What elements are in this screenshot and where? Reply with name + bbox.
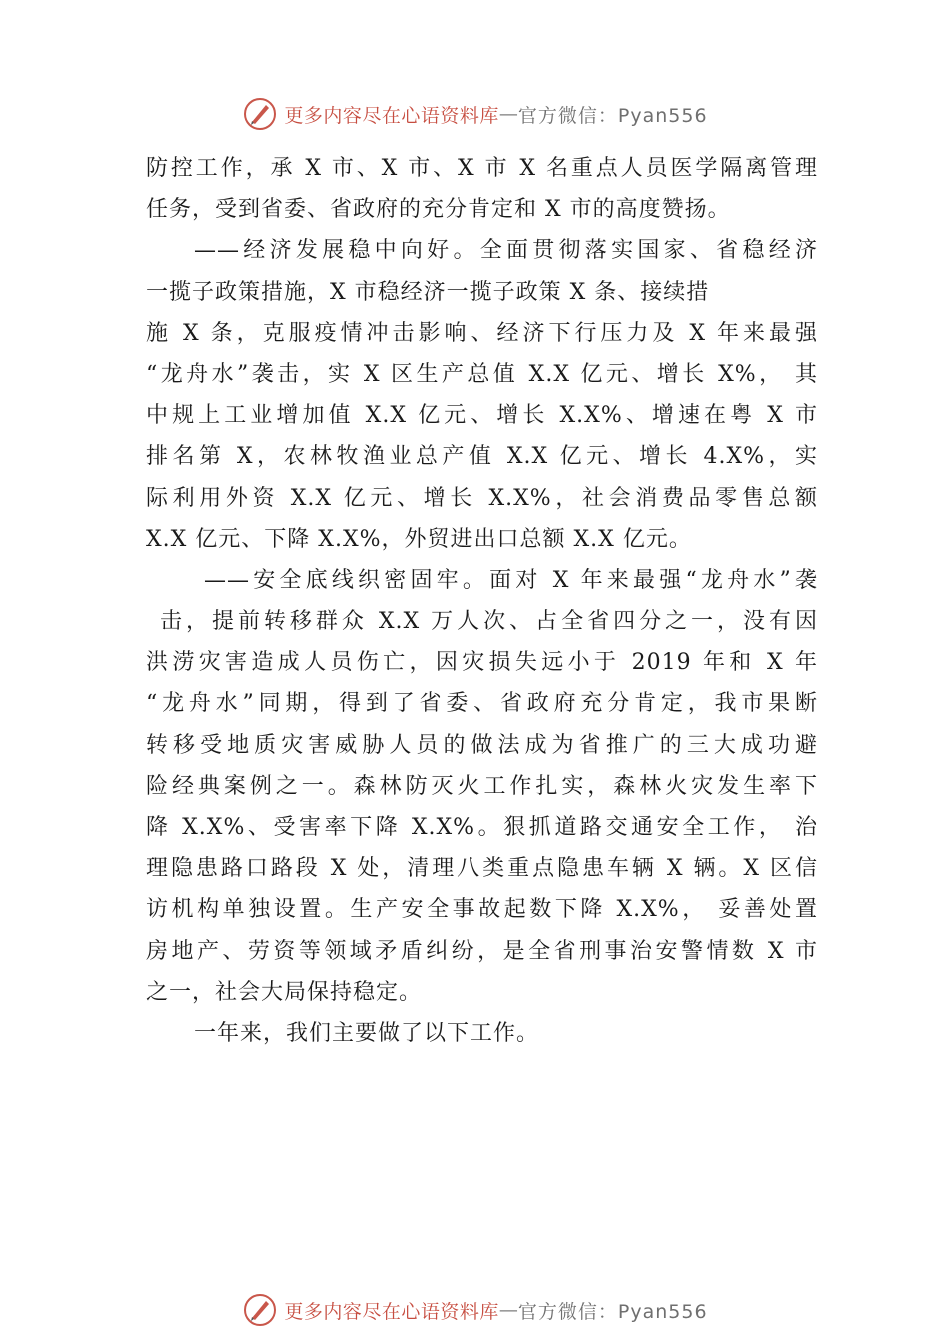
text-line: 击，提前转移群众 X.X 万人次、占全省四分之一，没有因 [160,609,818,635]
pen-logo-icon [242,1292,278,1328]
text-line: 中规上工业增加值 X.X 亿元、增长 X.X%、增速在粤 X 市 [146,403,818,429]
text-line: “龙舟水”同期，得到了省委、省政府充分肯定，我市果断 [146,691,818,717]
text-line: X.X 亿元、下降 X.X%，外贸进出口总额 X.X 亿元。 [146,526,692,552]
text-line: 理隐患路口路段 X 处，清理八类重点隐患车辆 X 辆。X 区信 [146,856,818,882]
footer-watermark [0,1290,950,1330]
text-line: 洪涝灾害造成人员伤亡，因灾损失远小于 2019 年和 X 年 [146,650,818,676]
watermark-main-text: 更多内容尽在心语资料库 [284,104,499,127]
text-line: 访机构单独设置。生产安全事故起数下降 X.X%， 妥善处置 [146,897,818,923]
text-line: 任务，受到省委、省政府的充分肯定和 X 市的高度赞扬。 [146,197,731,223]
text-line: 险经典案例之一。森林防灭火工作扎实，森林火灾发生率下 [146,773,818,799]
pen-logo-icon [242,96,278,132]
text-line: ——经济发展稳中向好。全面贯彻落实国家、省稳经济 [194,238,818,264]
watermark-main-text: 更多内容尽在心语资料库 [284,1300,499,1323]
text-line: 一年来，我们主要做了以下工作。 [194,1020,540,1046]
text-line: 房地产、劳资等领域矛盾纠纷，是全省刑事治安警情数 X 市 [146,938,818,964]
watermark-separator: — [498,103,518,125]
watermark-separator: — [498,1299,518,1321]
text-line: 排名第 X，农林牧渔业总产值 X.X 亿元、增长 4.X%，实 [146,444,818,470]
text-line: 降 X.X%、受害率下降 X.X%。狠抓道路交通安全工作， 治 [146,815,818,840]
watermark-sub-text: 官方微信：Pyan556 [517,104,708,127]
header-watermark [0,94,950,134]
text-line: 之一，社会大局保持稳定。 [146,979,423,1005]
text-line: 转移受地质灾害威胁人员的做法成为省推广的三大成功避 [146,732,818,758]
text-line: 施 X 条，克服疫情冲击影响、经济下行压力及 X 年来最强 [146,320,818,346]
text-line: ——安全底线织密固牢。面对 X 年来最强“龙舟水”袭 [204,567,818,593]
text-line: “龙舟水”袭击，实 X 区生产总值 X.X 亿元、增长 X%， 其 [146,361,818,387]
document-body [146,148,818,1054]
text-line: 防控工作，承 X 市、X 市、X 市 X 名重点人员医学隔离管理 [146,156,818,181]
text-line: 一揽子政策措施，X 市稳经济一揽子政策 X 条、接续措 [146,279,710,305]
text-line: 际利用外资 X.X 亿元、增长 X.X%，社会消费品零售总额 [146,485,818,511]
watermark-sub-text: 官方微信：Pyan556 [517,1300,708,1323]
